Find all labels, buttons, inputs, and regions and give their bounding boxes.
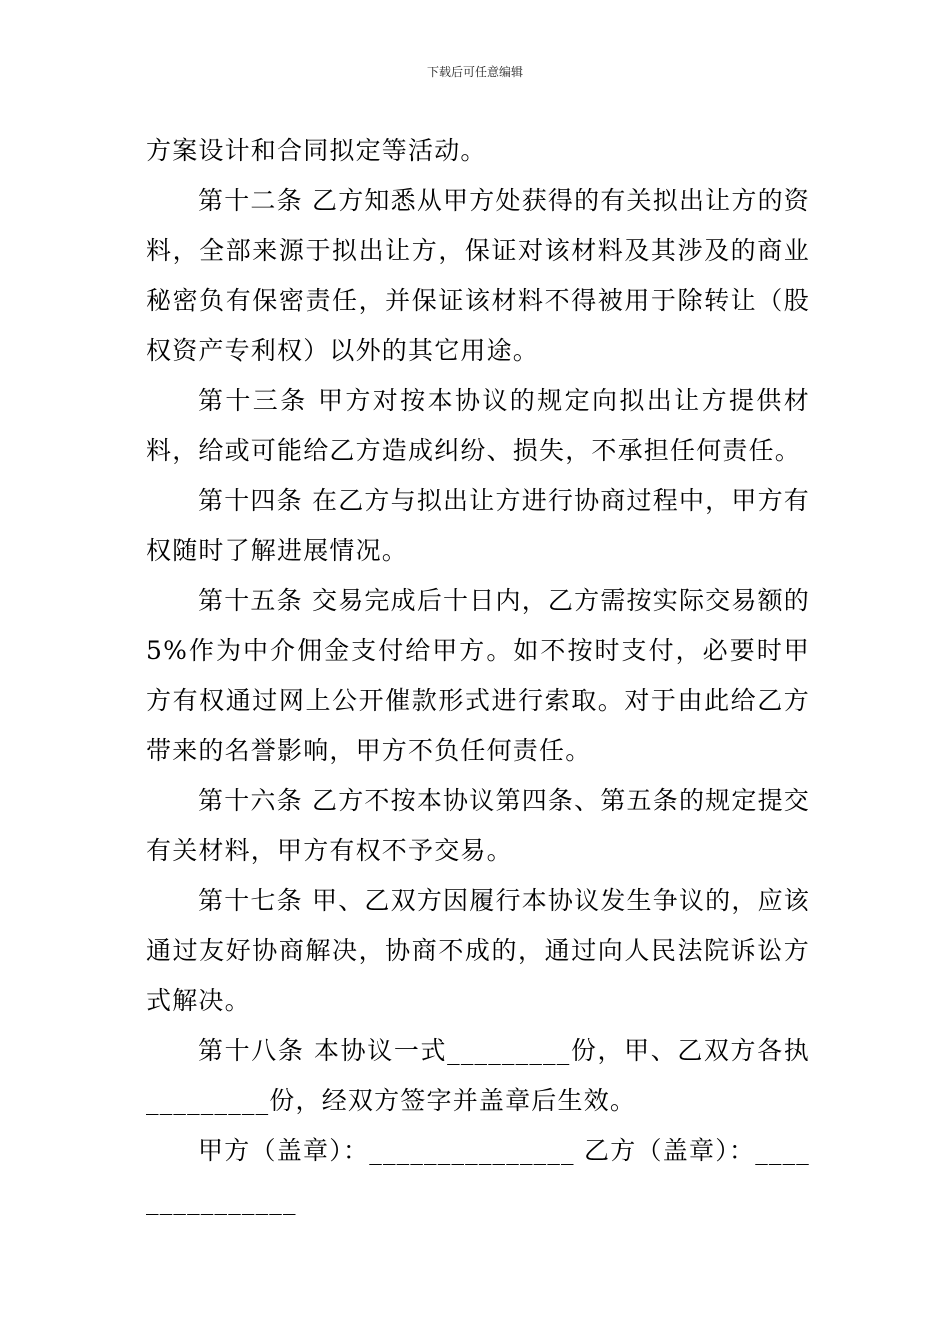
article-15: 第十五条 交易完成后十日内，乙方需按实际交易额的5%作为中介佣金支付给甲方。如不按时支付，必要时甲方有权通过网上公开催款形式进行索取。对于由此给乙方带来的名誉影响，甲方不负任何责任。 (146, 586, 810, 765)
page-header-note: 下载后可任意编辑 (426, 65, 523, 79)
signature-line: 甲方（盖章）：_______________ 乙方（盖章）：_______________ (146, 1136, 810, 1215)
article-16: 第十六条 乙方不按本协议第四条、第五条的规定提交有关材料，甲方有权不予交易。 (146, 786, 810, 865)
article-17: 第十七条 甲、乙双方因履行本协议发生争议的，应该通过友好协商解决，协商不成的，通过向人民法院诉讼方式解决。 (146, 886, 810, 1015)
article-12: 第十二条 乙方知悉从甲方处获得的有关拟出让方的资料，全部来源于拟出让方，保证对该材料及其涉及的商业秘密负有保密责任，并保证该材料不得被用于除转让（股权资产专利权）以外的其它用途。 (146, 186, 810, 365)
paragraph-continuation: 方案设计和合同拟定等活动。 (146, 136, 487, 165)
article-18: 第十八条 本协议一式_________份，甲、乙双方各执_________份，经双方签字并盖章后生效。 (146, 1036, 810, 1115)
document-body (146, 126, 810, 1226)
article-13: 第十三条 甲方对按本协议的规定向拟出让方提供材料，给或可能给乙方造成纠纷、损失，不承担任何责任。 (146, 386, 810, 465)
article-14: 第十四条 在乙方与拟出让方进行协商过程中，甲方有权随时了解进展情况。 (146, 486, 810, 565)
